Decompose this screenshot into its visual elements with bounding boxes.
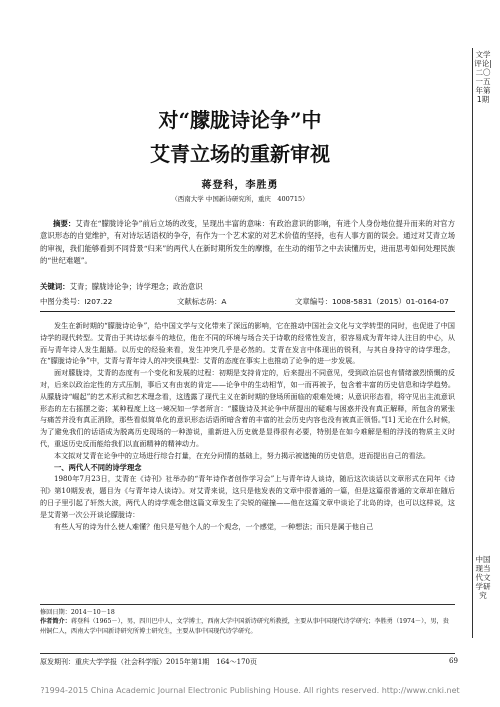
body-paragraph: 发生在新时期的“朦胧诗论争”，给中国文学与文化带来了深远的影响，它在推动中国社会文化与文学转型的同时，也促进了中国诗学的现代转型。艾青由于其诗坛泰斗的地位，他在不同的环境与场合关于诗歌的经常性发言，很容易成为青年诗人注目的中心，从而与青年诗人发生龃龉。以历史的经验来看，发生冲突几乎是必然的。艾青在发言中体现出的锐利，与其自身持守的诗学理念，在“朦胧诗论争”中，艾青与青年诗人的冲突很典型：艾青的态度在事实上也推动了论争的进一步发展。	[40, 321, 455, 366]
side-header-bottom: 中国现当代文学研究	[475, 555, 491, 600]
footer-rule	[40, 653, 455, 654]
keywords-label: 关键词：	[40, 282, 70, 291]
page-number: 69	[449, 657, 458, 665]
body-paragraph: 面对朦胧诗，艾青的态度有一个变化和发展的过程：初期是支持肯定的，后来提出不同意见，受到政治层也有情绪激烈愤慨的反对，后来以政治定性的方式压制，事后又有由衷的肯定——论争中的生动相节，如一而再被予，包含着丰富的历史信息和诗学趋势。从朦胧诗“崛起”的艺术形式和艺术理念看，这透露了现代主义在新时期的登场所面临的艰难处境；从意识形态看，将守见出主流意识形态的左右摇摆之姿；某种程度上这一境况如一学者所言：“朦胧诗及其论争中所提出的疑难与困惑并没有真正解释，所包含的紧张与痛苦并没有真正消除，那些看似简单化的意识形态话语所暗含着的丰富的社会历史内容也没有被真正领悟。”[1] 无论在什么时候，为了避免我们的话语成为脱离历史现场的一种游说，重新进入历史就是显得很有必要，特别是在如今难解是相的浮浅的物质主义时代，重返历史反而能给我们以直面精神的精神动力。	[40, 368, 455, 448]
keywords	[40, 281, 203, 292]
article-title-line2: 艾青立场的重新审视	[150, 142, 330, 166]
abstract	[40, 218, 455, 267]
body-paragraph: 1980年7月23日，艾青在《诗刊》社举办的“青年诗作者创作学习会”上与青年诗人谈诗，随后这次谈话以文章形式在同年《诗刊》第10期发表，题目为《与青年诗人谈诗》。对艾青来说，这只是他发表的文章中很普通的一篇，但是这篇很普通的文章却在随后的日子里引起了轩然大波，两代人的诗学观念借这篇文章发生了尖锐的碰撞——他在这篇文章中谈论了北岛的诗，也可以这样说，这是艾青第一次公开谈论朦胧诗：	[40, 474, 455, 519]
body-paragraph: 本文拟对艾青在论争中的立场进行综合打量，在充分问情的基础上，努力揭示被遮掩的历史信息，进而提出自己的看法。	[54, 450, 430, 460]
affiliation: （西南大学 中国新诗研究所，重庆 400715）	[171, 195, 309, 203]
side-header-top: 文学评论|二〇一五年第1期	[474, 50, 492, 104]
article-body	[40, 320, 455, 532]
abstract-text: 艾青在“朦胧诗论争”前后立场的改变，呈现出丰富的意味：有政治意识的影响，有进个人身份地位提升而来的对官方意识形态的自觉维护，有对诗坛话语权的争夺，有作为一个艺术家的对艺术价值的坚持，也有人事方面的误会。通过对艾青立场的审视，我们能够看到不同背景“归来”的两代人在新时期所发生的摩擦，在生动的细节之中去读懂历史，进而思考如何处理民族的“世纪难题”。	[40, 219, 455, 265]
clc-number: 中图分类号：I207.22	[40, 297, 113, 306]
footnote-rule	[40, 604, 455, 605]
side-rule	[472, 48, 473, 638]
section-heading: 一、两代人不同的诗学理念	[54, 462, 142, 472]
author-bio-text: 蒋登科（1965－），男，四川巴中人，文学博士，西南大学中国新诗研究所教授，主要从事中国现代诗学研究；李胜勇（1974－），男，贵州铜仁人，西南大学中国新诗研究所博士研究生，主要从事中国现代诗学研究。	[40, 618, 449, 635]
abstract-label: 摘要：	[53, 219, 76, 228]
journal-source: 原发期刊：重庆大学学报（社会科学版）2015年第1期 164～170页	[40, 658, 257, 666]
quote-paragraph: 有些人写的诗为什么使人难懂？他只是写他个人的一个观念，一个感觉，一种想法；而只是属于他自己	[54, 521, 374, 531]
author-bio-label: 作者简介：	[40, 618, 71, 626]
article-title-line1: 对“朦胧诗论争”中	[158, 108, 322, 132]
received-date: 修回日期：2014－10－18	[40, 609, 115, 616]
article-number: 文章编号：1008-5831（2015）01-0164-07	[295, 297, 449, 306]
copyright-notice: ?1994-2015 China Academic Journal Electronic Publishing House. All rights reserved. http://www.cnki.net	[40, 686, 460, 695]
footnote	[40, 608, 455, 636]
document-code: 文献标志码：A	[177, 297, 227, 306]
authors: 蒋登科，李胜勇	[201, 180, 279, 191]
keywords-text: 艾青；朦胧诗论争；诗学理念；政治意识	[69, 282, 203, 291]
author-bio	[40, 617, 455, 636]
header-divider	[40, 311, 455, 312]
